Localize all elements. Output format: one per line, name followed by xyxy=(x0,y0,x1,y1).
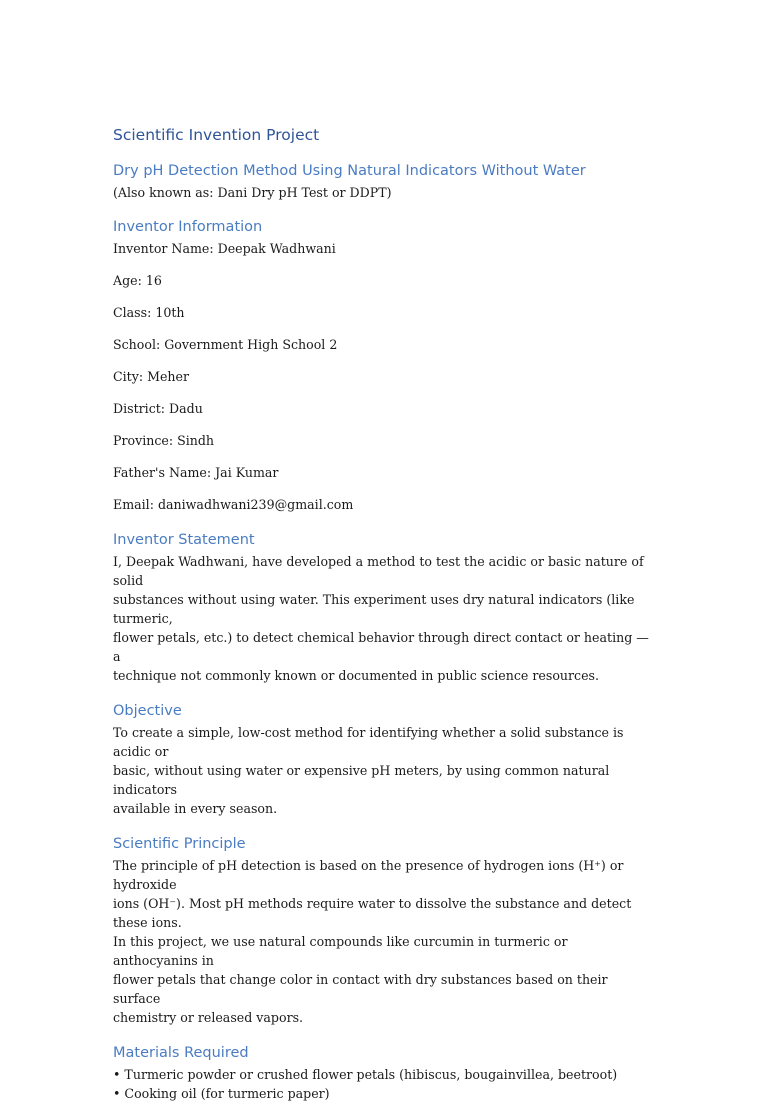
statement-heading: Inventor Statement xyxy=(113,532,255,548)
objective-line: available in every season. xyxy=(113,801,278,816)
field-email: Email: daniwadhwani239@gmail.com xyxy=(113,497,354,512)
principle-line: flower petals that change color in contact with dry substances based on their surface xyxy=(113,972,608,1006)
materials-item: • Turmeric powder or crushed flower petals (hibiscus, bougainvillea, beetroot) xyxy=(113,1067,618,1082)
objective-paragraph xyxy=(113,723,653,818)
materials-item: • Cooking oil (for turmeric paper) xyxy=(113,1086,330,1101)
statement-line: flower petals, etc.) to detect chemical behavior through direct contact or heating — a xyxy=(113,630,649,664)
field-age: Age: 16 xyxy=(113,273,162,288)
inventor-info-heading: Inventor Information xyxy=(113,219,263,235)
objective-line: basic, without using water or expensive pH meters, by using common natural indicators xyxy=(113,763,610,797)
materials-list xyxy=(113,1065,653,1103)
objective-line: To create a simple, low-cost method for identifying whether a solid substance is acidic or xyxy=(113,725,624,759)
field-class: Class: 10th xyxy=(113,305,185,320)
statement-line: substances without using water. This experiment uses dry natural indicators (like turmeric, xyxy=(113,592,635,626)
principle-line: In this project, we use natural compounds like curcumin in turmeric or anthocyanins in xyxy=(113,934,568,968)
principle-line: The principle of pH detection is based on the presence of hydrogen ions (H⁺) or hydroxide xyxy=(113,858,624,892)
field-province: Province: Sindh xyxy=(113,433,215,448)
principle-heading: Scientific Principle xyxy=(113,836,246,852)
document-title: Scientific Invention Project xyxy=(113,126,320,144)
objective-heading: Objective xyxy=(113,703,182,719)
materials-heading: Materials Required xyxy=(113,1045,249,1061)
principle-line: ions (OH⁻). Most pH methods require water to dissolve the substance and detect these ions. xyxy=(113,896,632,930)
project-subtitle: Dry pH Detection Method Using Natural Indicators Without Water xyxy=(113,163,586,179)
aka-line: (Also known as: Dani Dry pH Test or DDPT) xyxy=(113,185,392,200)
principle-line: chemistry or released vapors. xyxy=(113,1010,304,1025)
field-inventor-name: Inventor Name: Deepak Wadhwani xyxy=(113,241,336,256)
principle-paragraph xyxy=(113,856,653,1027)
field-school: School: Government High School 2 xyxy=(113,337,338,352)
field-city: City: Meher xyxy=(113,369,190,384)
field-district: District: Dadu xyxy=(113,401,203,416)
field-father-name: Father's Name: Jai Kumar xyxy=(113,465,279,480)
statement-line: technique not commonly known or documented in public science resources. xyxy=(113,668,600,683)
statement-line: I, Deepak Wadhwani, have developed a method to test the acidic or basic nature of solid xyxy=(113,554,644,588)
document-content xyxy=(113,124,653,1103)
statement-paragraph xyxy=(113,552,653,685)
